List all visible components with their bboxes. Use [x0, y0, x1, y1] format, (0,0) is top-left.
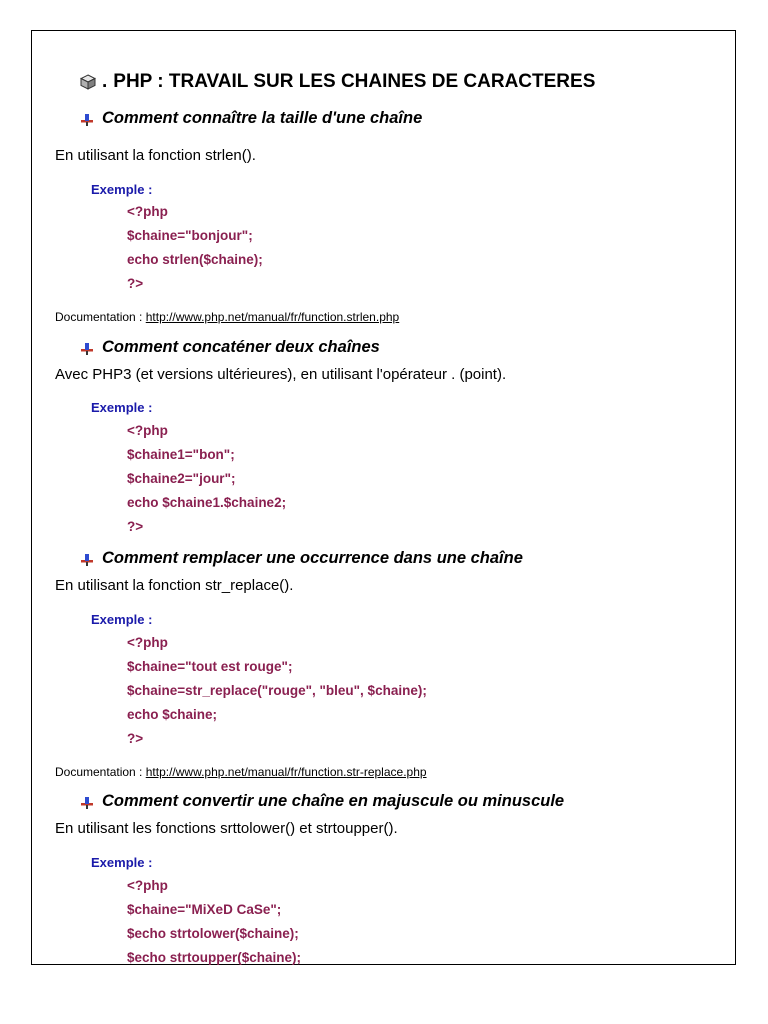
- example-label: Exemple :: [91, 612, 153, 627]
- section-heading: Comment concaténer deux chaînes: [79, 338, 380, 357]
- section-heading: Comment connaître la taille d'une chaîne: [79, 109, 422, 128]
- pushpin-icon: [79, 794, 95, 810]
- documentation-line: [55, 765, 427, 779]
- page-title: [80, 71, 595, 93]
- code-line: ?>: [127, 519, 144, 534]
- doc-label: Documentation :: [55, 310, 143, 324]
- example-label: Exemple :: [91, 855, 153, 870]
- cube-icon: [80, 74, 96, 90]
- code-line: ?>: [127, 731, 144, 746]
- example-label: Exemple :: [91, 182, 153, 197]
- code-line: echo $chaine;: [127, 707, 218, 722]
- title-prefix: .: [102, 71, 108, 92]
- pushpin-icon: [79, 340, 95, 356]
- section-text: Avec PHP3 (et versions ultérieures), en utilisant l'opérateur . (point).: [55, 366, 507, 383]
- code-line: <?php: [127, 423, 168, 438]
- section-text: En utilisant la fonction str_replace().: [55, 577, 294, 594]
- code-line: $chaine2="jour";: [127, 471, 236, 486]
- documentation-line: [55, 310, 399, 324]
- doc-label: Documentation :: [55, 765, 143, 779]
- section-heading: Comment remplacer une occurrence dans une chaîne: [79, 549, 523, 568]
- example-label: Exemple :: [91, 400, 153, 415]
- code-line: $chaine="tout est rouge";: [127, 659, 293, 674]
- code-line: <?php: [127, 878, 168, 893]
- code-line: <?php: [127, 635, 168, 650]
- pushpin-icon: [79, 111, 95, 127]
- code-line: $chaine=str_replace("rouge", "bleu", $chaine);: [127, 683, 427, 698]
- code-line: $echo strtoupper($chaine);: [127, 950, 302, 965]
- code-line: $chaine1="bon";: [127, 447, 235, 462]
- code-line: <?php: [127, 204, 168, 219]
- doc-link-strlen[interactable]: http://www.php.net/manual/fr/function.strlen.php: [145, 310, 400, 324]
- section-text: En utilisant la fonction strlen().: [55, 147, 256, 164]
- code-line: $echo strtolower($chaine);: [127, 926, 299, 941]
- pushpin-icon: [79, 551, 95, 567]
- title-text: PHP : TRAVAIL SUR LES CHAINES DE CARACTERES: [113, 71, 596, 92]
- code-line: ?>: [127, 276, 144, 291]
- code-line: echo $chaine1.$chaine2;: [127, 495, 287, 510]
- code-line: echo strlen($chaine);: [127, 252, 263, 267]
- doc-link-str-replace[interactable]: http://www.php.net/manual/fr/function.str-replace.php: [145, 765, 427, 779]
- section-text: En utilisant les fonctions srttolower() et strtoupper().: [55, 820, 398, 837]
- code-line: $chaine="bonjour";: [127, 228, 253, 243]
- code-line: $chaine="MiXeD CaSe";: [127, 902, 282, 917]
- section-heading: Comment convertir une chaîne en majuscule ou minuscule: [79, 792, 564, 811]
